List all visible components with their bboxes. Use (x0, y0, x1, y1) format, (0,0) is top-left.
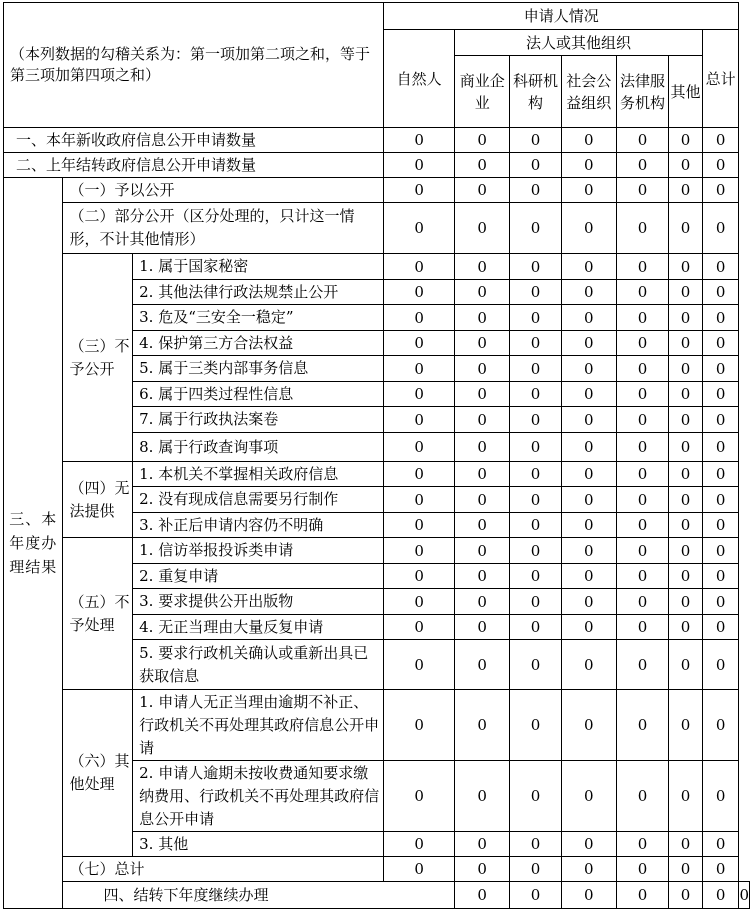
cell: 0 (510, 832, 561, 857)
cell: 0 (384, 178, 455, 203)
cell: 0 (669, 857, 703, 882)
commercial-header: 商业企业 (455, 56, 510, 128)
cell: 0 (384, 761, 455, 832)
row-label: （一）予以公开 (63, 178, 384, 203)
cell: 0 (616, 203, 668, 254)
cell: 0 (384, 356, 455, 382)
cell: 0 (616, 407, 668, 433)
cell: 0 (510, 882, 561, 909)
cell: 0 (510, 254, 561, 280)
cell: 0 (510, 433, 561, 462)
cell: 0 (669, 280, 703, 305)
cell: 0 (384, 305, 455, 331)
cell: 0 (616, 857, 668, 882)
cell: 0 (561, 203, 616, 254)
cell: 0 (510, 513, 561, 538)
cell: 0 (455, 254, 510, 280)
cell: 0 (510, 178, 561, 203)
cell: 0 (510, 564, 561, 589)
cell: 0 (702, 280, 739, 305)
cell: 0 (702, 857, 739, 882)
cell: 0 (669, 254, 703, 280)
cell: 0 (384, 203, 455, 254)
cell: 0 (384, 564, 455, 589)
group-label-unavailable: （四）无法提供 (63, 462, 133, 538)
cell: 0 (669, 513, 703, 538)
cell: 0 (455, 513, 510, 538)
cell: 0 (510, 407, 561, 433)
cell: 0 (669, 832, 703, 857)
cell: 0 (384, 513, 455, 538)
cell: 0 (510, 331, 561, 356)
cell: 0 (384, 832, 455, 857)
group-label-other-handling: （六）其他处理 (63, 690, 133, 857)
cell: 0 (384, 280, 455, 305)
row-label: 1. 本机关不掌握相关政府信息 (133, 462, 384, 487)
cell: 0 (669, 407, 703, 433)
cell: 0 (455, 857, 510, 882)
relation-note: （本列数据的勾稽关系为：第一项加第二项之和，等于第三项加第四项之和） (4, 3, 384, 128)
cell: 0 (561, 331, 616, 356)
cell: 0 (702, 356, 739, 382)
table-row (4, 857, 750, 882)
cell: 0 (510, 356, 561, 382)
cell: 0 (510, 280, 561, 305)
cell: 0 (702, 331, 739, 356)
cell: 0 (669, 462, 703, 487)
cell: 0 (384, 254, 455, 280)
cell: 0 (384, 153, 455, 178)
applicant-header: 申请人情况 (384, 3, 739, 30)
cell: 0 (561, 433, 616, 462)
cell: 0 (561, 761, 616, 832)
cell: 0 (702, 640, 739, 690)
cell: 0 (384, 857, 455, 882)
row-label: 3. 要求提供公开出版物 (133, 589, 384, 615)
section-three-label: 三、本年度办理结果 (4, 178, 63, 909)
cell: 0 (669, 640, 703, 690)
cell: 0 (669, 382, 703, 407)
row-label: 二、上年结转政府信息公开申请数量 (4, 153, 384, 178)
cell: 0 (455, 462, 510, 487)
cell: 0 (616, 690, 668, 761)
cell: 0 (616, 254, 668, 280)
cell: 0 (616, 487, 668, 513)
cell: 0 (455, 690, 510, 761)
cell: 0 (510, 382, 561, 407)
cell: 0 (455, 128, 510, 153)
cell: 0 (384, 615, 455, 640)
cell: 0 (510, 462, 561, 487)
cell: 0 (510, 589, 561, 615)
cell: 0 (561, 128, 616, 153)
cell: 0 (616, 832, 668, 857)
cell: 0 (616, 356, 668, 382)
cell: 0 (384, 433, 455, 462)
row-label: 1. 信访举报投诉类申请 (133, 538, 384, 564)
row-label: （二）部分公开（区分处理的，只计这一情形，不计其他情形） (63, 203, 384, 254)
cell: 0 (616, 331, 668, 356)
cell: 0 (702, 761, 739, 832)
row-label: 2. 重复申请 (133, 564, 384, 589)
row-label: 3. 其他 (133, 832, 384, 857)
row-label: 3. 危及“三安全一稳定” (133, 305, 384, 331)
cell: 0 (702, 690, 739, 761)
cell: 0 (455, 761, 510, 832)
natural-person-header: 自然人 (384, 30, 455, 128)
cell: 0 (561, 382, 616, 407)
table-row (4, 178, 750, 203)
cell: 0 (702, 128, 739, 153)
other-header: 其他 (669, 56, 703, 128)
cell: 0 (616, 280, 668, 305)
cell: 0 (510, 128, 561, 153)
cell: 0 (455, 433, 510, 462)
cell: 0 (616, 178, 668, 203)
cell: 0 (669, 356, 703, 382)
table-row (4, 128, 750, 153)
cell: 0 (616, 382, 668, 407)
table-row (4, 462, 750, 487)
cell: 0 (455, 538, 510, 564)
cell: 0 (561, 640, 616, 690)
cell: 0 (669, 331, 703, 356)
cell: 0 (384, 487, 455, 513)
cell: 0 (455, 280, 510, 305)
cell: 0 (561, 857, 616, 882)
row-label: 四、结转下年度继续办理 (63, 882, 455, 909)
cell: 0 (455, 356, 510, 382)
cell: 0 (455, 178, 510, 203)
cell: 0 (455, 615, 510, 640)
cell: 0 (384, 690, 455, 761)
cell: 0 (561, 153, 616, 178)
table-row (4, 882, 750, 909)
cell: 0 (669, 203, 703, 254)
cell: 0 (616, 433, 668, 462)
cell: 0 (702, 433, 739, 462)
cell: 0 (384, 640, 455, 690)
cell: 0 (702, 832, 739, 857)
cell: 0 (510, 690, 561, 761)
cell: 0 (616, 615, 668, 640)
cell: 0 (561, 254, 616, 280)
social-header: 社会公益组织 (561, 56, 616, 128)
cell: 0 (702, 538, 739, 564)
cell: 0 (561, 882, 616, 909)
cell: 0 (561, 690, 616, 761)
row-label: 2. 其他法律行政法规禁止公开 (133, 280, 384, 305)
legal-service-header: 法律服务机构 (616, 56, 668, 128)
cell: 0 (739, 882, 750, 909)
cell: 0 (616, 640, 668, 690)
total-header: 总计 (702, 30, 739, 128)
cell: 0 (455, 832, 510, 857)
cell: 0 (455, 305, 510, 331)
table-row (4, 203, 750, 254)
group-label-not-processed: （五）不予处理 (63, 538, 133, 690)
cell: 0 (669, 487, 703, 513)
cell: 0 (510, 153, 561, 178)
row-label: 8. 属于行政查询事项 (133, 433, 384, 462)
row-label: （七）总计 (63, 857, 384, 882)
cell: 0 (384, 331, 455, 356)
row-label: 3. 补正后申请内容仍不明确 (133, 513, 384, 538)
cell: 0 (561, 407, 616, 433)
cell: 0 (561, 356, 616, 382)
cell: 0 (669, 538, 703, 564)
cell: 0 (702, 589, 739, 615)
cell: 0 (455, 331, 510, 356)
disclosure-table (3, 2, 750, 909)
cell: 0 (384, 462, 455, 487)
row-label: 1. 申请人无正当理由逾期不补正、行政机关不再处理其政府信息公开申请 (133, 690, 384, 761)
table-row (4, 254, 750, 280)
cell: 0 (455, 407, 510, 433)
cell: 0 (510, 761, 561, 832)
cell: 0 (702, 305, 739, 331)
cell: 0 (616, 589, 668, 615)
cell: 0 (616, 513, 668, 538)
row-label: 5. 属于三类内部事务信息 (133, 356, 384, 382)
cell: 0 (702, 254, 739, 280)
cell: 0 (510, 305, 561, 331)
row-label: 一、本年新收政府信息公开申请数量 (4, 128, 384, 153)
cell: 0 (455, 589, 510, 615)
cell: 0 (669, 589, 703, 615)
table-row (4, 538, 750, 564)
cell: 0 (384, 589, 455, 615)
cell: 0 (669, 761, 703, 832)
cell: 0 (616, 882, 668, 909)
cell: 0 (455, 487, 510, 513)
cell: 0 (510, 615, 561, 640)
cell: 0 (510, 487, 561, 513)
cell: 0 (616, 564, 668, 589)
row-label: 6. 属于四类过程性信息 (133, 382, 384, 407)
cell: 0 (702, 487, 739, 513)
cell: 0 (561, 589, 616, 615)
row-label: 2. 没有现成信息需要另行制作 (133, 487, 384, 513)
cell: 0 (384, 382, 455, 407)
cell: 0 (384, 128, 455, 153)
cell: 0 (561, 538, 616, 564)
cell: 0 (384, 407, 455, 433)
cell: 0 (561, 615, 616, 640)
cell: 0 (561, 280, 616, 305)
cell: 0 (616, 153, 668, 178)
legal-entity-header: 法人或其他组织 (455, 30, 703, 56)
row-label: 4. 保护第三方合法权益 (133, 331, 384, 356)
cell: 0 (561, 178, 616, 203)
cell: 0 (510, 203, 561, 254)
cell: 0 (616, 128, 668, 153)
cell: 0 (702, 382, 739, 407)
row-label: 5. 要求行政机关确认或重新出具已获取信息 (133, 640, 384, 690)
cell: 0 (702, 462, 739, 487)
cell: 0 (669, 882, 703, 909)
cell: 0 (616, 538, 668, 564)
cell: 0 (702, 407, 739, 433)
cell: 0 (455, 640, 510, 690)
cell: 0 (616, 305, 668, 331)
cell: 0 (561, 305, 616, 331)
cell: 0 (616, 462, 668, 487)
cell: 0 (702, 615, 739, 640)
cell: 0 (455, 382, 510, 407)
cell: 0 (455, 203, 510, 254)
row-label: 4. 无正当理由大量反复申请 (133, 615, 384, 640)
cell: 0 (510, 538, 561, 564)
cell: 0 (561, 487, 616, 513)
cell: 0 (669, 305, 703, 331)
cell: 0 (702, 564, 739, 589)
cell: 0 (384, 538, 455, 564)
cell: 0 (669, 433, 703, 462)
cell: 0 (561, 564, 616, 589)
cell: 0 (616, 761, 668, 832)
row-label: 7. 属于行政执法案卷 (133, 407, 384, 433)
cell: 0 (702, 153, 739, 178)
research-header: 科研机构 (510, 56, 561, 128)
row-label: 2. 申请人逾期未按收费通知要求缴纳费用、行政机关不再处理其政府信息公开申请 (133, 761, 384, 832)
cell: 0 (669, 153, 703, 178)
cell: 0 (669, 128, 703, 153)
cell: 0 (455, 564, 510, 589)
cell: 0 (702, 513, 739, 538)
group-label-withheld: （三）不予公开 (63, 254, 133, 462)
cell: 0 (669, 178, 703, 203)
cell: 0 (510, 640, 561, 690)
cell: 0 (669, 564, 703, 589)
cell: 0 (702, 882, 739, 909)
cell: 0 (669, 690, 703, 761)
table-row (4, 153, 750, 178)
row-label: 1. 属于国家秘密 (133, 254, 384, 280)
cell: 0 (561, 832, 616, 857)
cell: 0 (702, 178, 739, 203)
cell: 0 (561, 513, 616, 538)
cell: 0 (510, 857, 561, 882)
cell: 0 (561, 462, 616, 487)
cell: 0 (455, 882, 510, 909)
table-row (4, 690, 750, 761)
cell: 0 (669, 615, 703, 640)
cell: 0 (702, 203, 739, 254)
cell: 0 (455, 153, 510, 178)
